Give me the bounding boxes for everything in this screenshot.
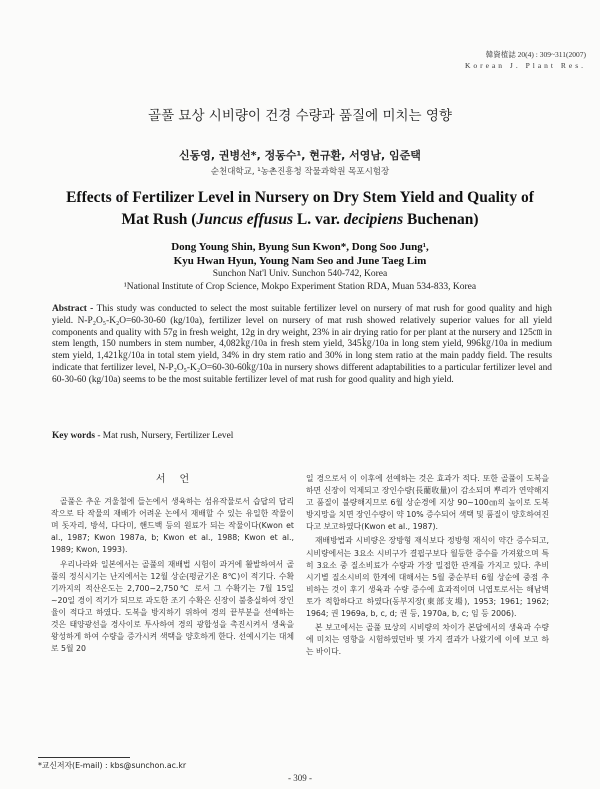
body-column-right: [306, 473, 549, 660]
english-authors: [0, 240, 600, 268]
title-variety-name: decipiens: [343, 211, 404, 228]
english-title-line1: Effects of Fertilizer Level in Nursery on Dry Stem Yield and Quality of: [66, 189, 534, 206]
korean-affiliation: 순천대학교, ¹농촌진흥청 작물과학원 목포시험장: [210, 167, 390, 177]
abstract-label: Abstract -: [52, 304, 97, 314]
journal-name-line: Korean J. Plant Res.: [464, 61, 586, 70]
english-title-line2: [40, 209, 560, 231]
english-affiliation-line2: ¹National Institute of Crop Science, Mokpo Experiment Station RDA, Muan 534-833, Korea: [123, 282, 477, 292]
english-affiliation: [0, 268, 600, 294]
english-authors-line1: Dong Young Shin, Byung Sun Kwon*, Dong Soo Jung¹,: [171, 241, 429, 253]
section-heading-introduction: 서언: [155, 474, 204, 485]
english-authors-line2: Kyu Hwan Hyun, Young Nam Seo and June Taeg Lim: [173, 255, 427, 267]
journal-citation: [465, 49, 586, 71]
intro-paragraph-1: 골풀은 추운 겨울철에 들논에서 생육하는 섬유작물로서 습답의 답리작으로 타 작물의 재배가 어려운 논에서 재배할 수 있는 유일한 작물이며 돗자리, 방석, 다다미, 핸드백 등의 원료가 되는 작물이다(Kwon et al., 1987; Kwon 1987a, b; Kwon et al., 1988; Kwon et al., 1989; Kwon, 1993).: [51, 497, 294, 555]
intro-paragraph-3: 일 경으로서 이 이후에 선예하는 것은 효과가 적다. 또한 골풀이 도복을 하면 신장이 억제되고 장인수량(長藺收量)이 감소되며 뿌리가 연약해지고 품질이 불량해지므로 6월 상순경에 지상 90~100㎝의 높이로 도복방지망을 치면 장인수량이 약 10% 증수되어 색택 및 품질이 양호하여진다고 보고하였다(Kwon et al., 1987).: [306, 474, 549, 532]
english-affiliation-line1: Sunchon Nat'l Univ. Sunchon 540-742, Korea: [212, 269, 388, 279]
title-text-mid: L. var.: [293, 211, 344, 228]
body-column-left: [51, 470, 294, 657]
keywords-text: - Mat rush, Nursery, Fertilizer Level: [94, 431, 234, 441]
keywords: [52, 431, 552, 441]
korean-authors: 신동영, 권병선*, 정동수¹, 현규환, 서영남, 임준택: [179, 149, 421, 162]
title-species-name: Juncus effusus: [196, 211, 294, 228]
corresponding-author-footnote: *교신저자(E-mail) : kbs@sunchon.ac.kr: [38, 761, 187, 770]
english-title: [40, 187, 560, 231]
title-text-post: Buchenan): [403, 211, 479, 228]
footnote-divider: [38, 757, 130, 758]
title-text-pre: Mat Rush (: [121, 211, 197, 228]
abstract: [52, 304, 552, 387]
intro-paragraph-5: 본 보고에서는 골풀 묘상의 시비량의 차이가 본답에서의 생육과 수량에 미치는 영향을 시험하였던바 몇 가지 결과가 나왔기에 이에 보고 하는 바이다.: [306, 623, 549, 657]
abstract-text: This study was conducted to select the most suitable fertilizer level on nursery of mat rush for good quality and high yield. N-P₂O₅-K₂O=60-30-60 (kg/10a), fertilizer level on nursery of mat rush showed relatively superior values for all yield components and quality with 57g in fresh weight, 12g in dry weight, 23% in air drying ratio for per plant at the nursery and 125㎝ in stem length, 150 numbers in stem number, 4,082㎏/10a in fresh stem yield, 345㎏/10a in long stem yield, 996㎏/10a in medium stem yield, 1,421㎏/10a in total stem yield, 34% in dry stem ratio and 30% in long stem ratio at the main paddy field. The results indicate that fertilizer level, N-P₂O₅-K₂O=60-30-60㎏/10a in nursery shows different adaptabilities to a particular fertilizer level and 60-30-60 (kg/10a) seems to be the most suitable fertilizer level of mat rush for good quality and high yield.: [52, 304, 552, 385]
intro-paragraph-4: 재배방법과 시비량은 장방형 재식보다 정방형 재식이 약간 증수되고, 시비량에서는 3요소 시비구가 결핍구보다 월등한 증수를 가져왔으며 특히 3요소 중 질소비료가 수량과 가장 밀접한 관계를 가지고 있다. 추비시기별 질소시비의 한계에 대해서는 5월 중순부터 6월 상순에 중점 추비하는 것이 후기 생육과 수량 증수에 효과적이며 니엽토로서는 해남벽토가 적합하다고 하였다(동부지장(東部支場), 1953; 1961; 1962; 1964; 권 1969a, b, c, d; 권 등, 1970a, b, c; 임 등 2006).: [306, 536, 549, 619]
intro-paragraph-2: 우리나라와 일본에서는 골풀의 재배법 시험이 과거에 활발하여서 골풀의 정식시기는 난지에서는 12월 상순(평균기온 8℃)이 적기다. 수확기까지의 적산온도는 2,700~2,750℃ 로서 그 수확기는 7월 15일~20일 경이 적기가 되므로 과도한 조기 수확은 신장이 불충실하여 장인율이 적다고 하였다. 도복을 방지하기 위하여 경의 끝부분을 선예하는 것은 태양광선을 경사이로 투사하여 경의 광합성을 촉진시켜서 생육을 왕성하게 하여 수량을 증가시켜 색택을 양호하게 한다. 선예시기는 대체로 5월 20: [51, 559, 294, 654]
keywords-label: Key words: [52, 431, 95, 441]
journal-volume-line: 韓資植誌 20(4) : 309~311(2007): [485, 50, 586, 59]
korean-title: 골풀 묘상 시비량이 건경 수량과 품질에 미치는 영향: [148, 108, 452, 124]
page-number: - 309 -: [288, 773, 312, 783]
